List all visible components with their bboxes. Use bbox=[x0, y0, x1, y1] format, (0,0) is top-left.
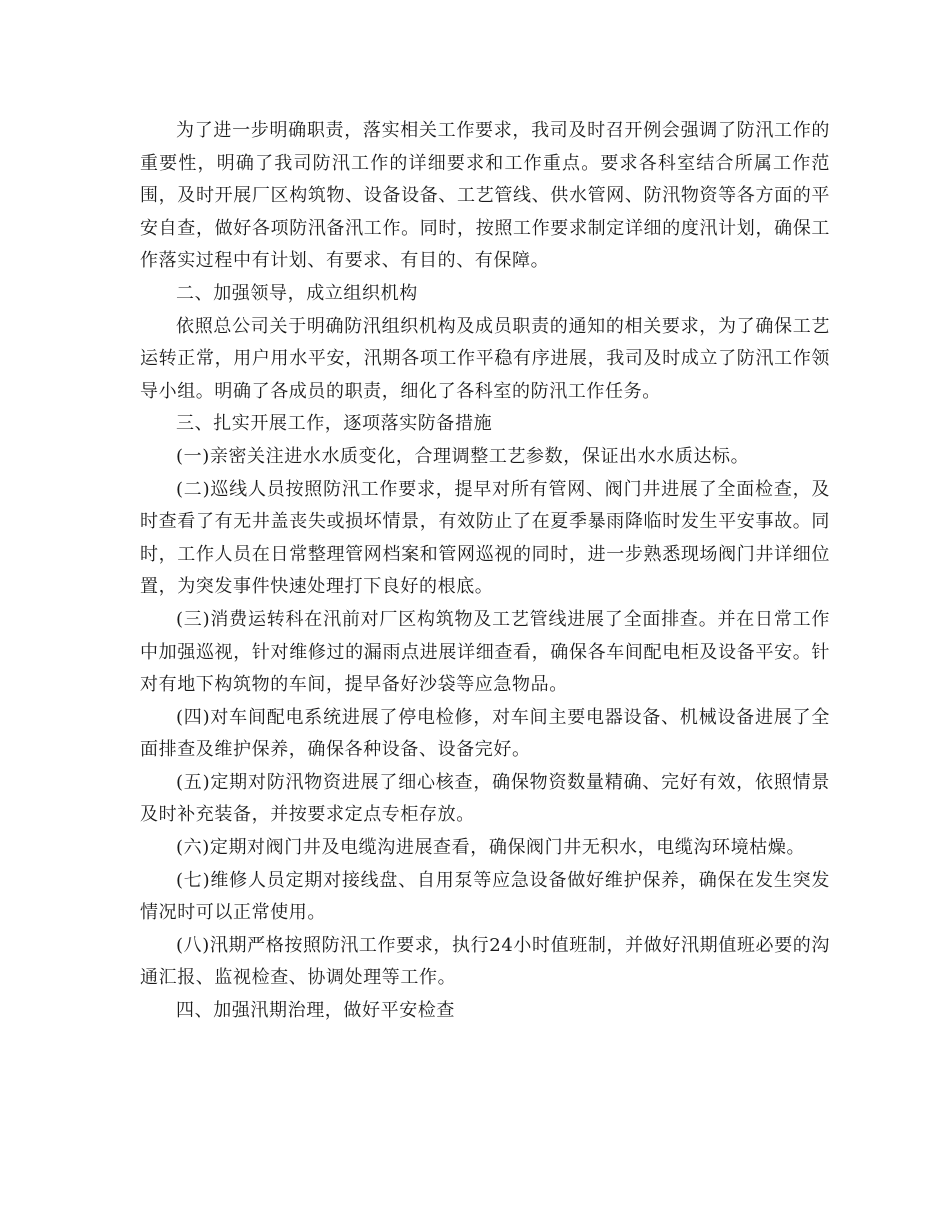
document-page bbox=[140, 115, 830, 1028]
paragraph-organization: 依照总公司关于明确防汛组织机构及成员职责的通知的相关要求，为了确保工艺运转正常，用户用水平安，汛期各项工作平稳有序进展，我司及时成立了防汛工作领导小组。明确了各成员的职责，细化了各科室的防汛工作任务。 bbox=[140, 315, 830, 402]
list-item-4: (四)对车间配电系统进展了停电检修，对车间主要电器设备、机械设备进展了全面排查及维护保养，确保各种设备、设备完好。 bbox=[140, 706, 830, 761]
paragraph-intro: 为了进一步明确职责，落实相关工作要求，我司及时召开例会强调了防汛工作的重要性，明确了我司防汛工作的详细要求和工作重点。要求各科室结合所属工作范围，及时开展厂区构筑物、设备设备、工艺管线、供水管网、防汛物资等各方面的平安自查，做好各项防汛备汛工作。同时，按照工作要求制定详细的度汛计划，确保工作落实过程中有计划、有要求、有目的、有保障。 bbox=[140, 120, 830, 272]
list-item-8: (八)汛期严格按照防汛工作要求，执行24小时值班制，并做好汛期值班必要的沟通汇报、监视检查、协调处理等工作。 bbox=[140, 934, 830, 989]
list-item-5: (五)定期对防汛物资进展了细心核查，确保物资数量精确、完好有效，依照情景及时补充装备，并按要求定点专柜存放。 bbox=[140, 771, 830, 826]
list-item-6: (六)定期对阀门井及电缆沟进展查看，确保阀门井无积水，电缆沟环境枯燥。 bbox=[176, 837, 806, 859]
section-heading-2: 二、加强领导，成立组织机构 bbox=[176, 282, 418, 304]
list-item-3: (三)消费运转科在汛前对厂区构筑物及工艺管线进展了全面排查。并在日常工作中加强巡视，针对维修过的漏雨点进展详细查看，确保各车间配电柜及设备平安。针对有地下构筑物的车间，提早备好沙袋等应急物品。 bbox=[140, 608, 830, 696]
section-heading-4: 四、加强汛期治理，做好平安检查 bbox=[176, 1000, 455, 1022]
list-item-7: (七)维修人员定期对接线盘、自用泵等应急设备做好维护保养，确保在发生突发情况时可以正常使用。 bbox=[140, 869, 830, 924]
list-item-2: (二)巡线人员按照防汛工作要求，提早对所有管网、阀门井进展了全面检查，及时查看了有无井盖丧失或损坏情景，有效防止了在夏季暴雨降临时发生平安事故。同时，工作人员在日常整理管网档案和管网巡视的同时，进一步熟悉现场阀门井详细位置，为突发事件快速处理打下良好的根底。 bbox=[140, 478, 830, 598]
section-heading-3: 三、扎实开展工作，逐项落实防备措施 bbox=[176, 413, 493, 435]
list-item-1: (一)亲密关注进水水质变化，合理调整工艺参数，保证出水水质达标。 bbox=[176, 445, 750, 467]
